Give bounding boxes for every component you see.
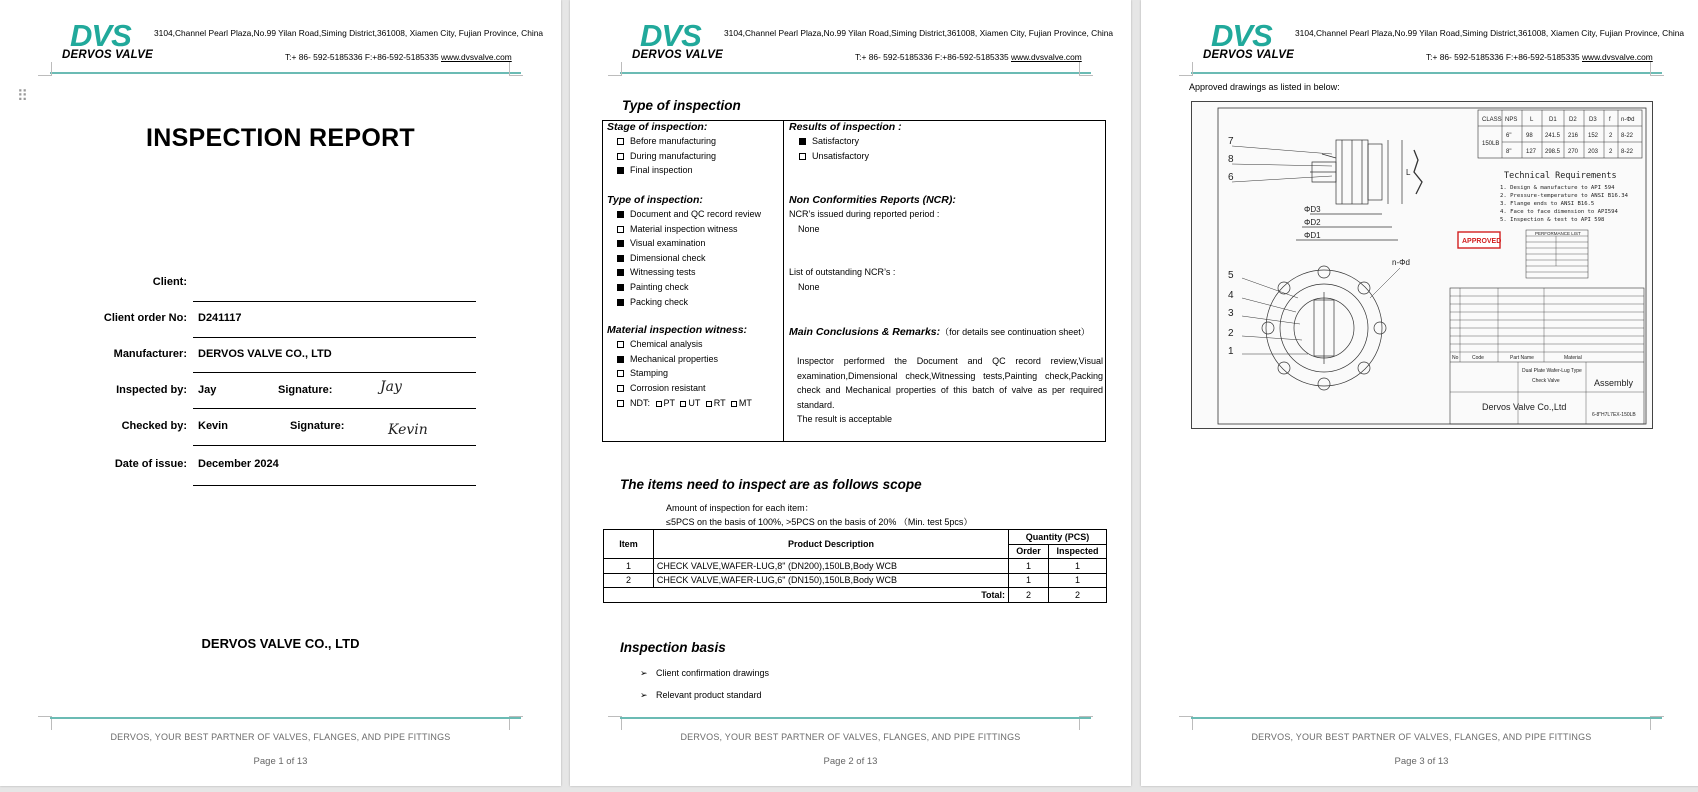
basis-item-label: Client confirmation drawings <box>656 668 770 678</box>
total-order: 2 <box>1009 588 1049 603</box>
logo-mark: DVS <box>640 18 701 53</box>
stage-item <box>617 136 716 146</box>
checkbox-label: Material inspection witness <box>630 224 738 234</box>
signature-label: Signature: <box>278 384 333 396</box>
dim-cell: 8-22 <box>1621 133 1634 139</box>
parts-col: Material <box>1564 355 1582 361</box>
conclusions-title: Main Conclusions & Remarks: <box>789 326 941 338</box>
tech-item: 5. Inspection & test to API 598 <box>1500 217 1605 223</box>
checkbox <box>680 401 686 407</box>
total-label: Total: <box>604 588 1009 603</box>
conclusions-body: Inspector performed the Document and QC record review,Visual examination,Dimensional check,Witnessing tests,Painting check,Packing check and Mechanical properties of this batch of valve as per required standard. <box>797 356 1103 410</box>
cell-inspected: 1 <box>1049 573 1107 588</box>
checker-signature: Kevin <box>388 422 428 438</box>
dim-cell: 152 <box>1588 133 1599 139</box>
dim-cell: 6" <box>1506 133 1512 139</box>
conclusions-text <box>797 354 1103 427</box>
checkbox-label: Corrosion resistant <box>630 383 706 393</box>
header-tel: T:+ 86- 592-5185336 F:+86-592-5185335 <box>285 52 441 62</box>
type-item <box>617 267 696 277</box>
page-number: Page 1 of 13 <box>253 756 308 767</box>
manufacturer-value: DERVOS VALVE CO., LTD <box>198 348 332 360</box>
ndt-pt: PT <box>663 398 675 408</box>
inspected-by-label: Inspected by: <box>116 384 187 396</box>
column-divider <box>783 121 784 441</box>
table-row <box>604 573 1107 588</box>
checkbox <box>617 370 624 377</box>
logo-brand: DERVOS VALVE <box>632 49 724 61</box>
ndt-label: NDT: <box>630 398 650 408</box>
checkbox-label: Visual examination <box>630 238 706 248</box>
inspection-basis-heading: Inspection basis <box>620 640 726 655</box>
checkbox-label: Stamping <box>630 368 669 378</box>
dim-cell: 8-22 <box>1621 149 1634 155</box>
type-item <box>617 224 738 234</box>
ncr-outstanding-value: None <box>798 282 820 292</box>
ndt-mt: MT <box>738 398 752 408</box>
basis-item-label: Relevant product standard <box>656 690 762 700</box>
dim-header: D2 <box>1569 117 1577 123</box>
header-address: 3104,Channel Pearl Plaza,No.99 Yilan Road,Siming District,361008, Xiamen City, Fujian Province, China <box>154 28 544 38</box>
performance-list-title: PERFORMANCE LIST <box>1535 231 1581 236</box>
header-website[interactable]: www.dvsvalve.com <box>1011 52 1082 62</box>
approved-drawings-intro: Approved drawings as listed in below: <box>1189 82 1340 92</box>
checkbox-label: Packing check <box>630 297 689 307</box>
inspector-signature: Jay <box>380 379 402 395</box>
tech-item: 3. Flange ends to ANSI B16.5 <box>1500 201 1595 207</box>
header-contact <box>285 52 512 62</box>
checkbox-label: Unsatisfactory <box>812 151 870 161</box>
dim-label: ΦD3 <box>1304 205 1321 214</box>
checkbox-label: Document and QC record review <box>630 209 762 219</box>
logo-brand: DERVOS VALVE <box>1203 49 1295 61</box>
client-label: Client: <box>152 276 187 288</box>
header-tel: T:+ 86- 592-5185336 F:+86-592-5185335 <box>1426 52 1582 62</box>
dim-label: ΦD2 <box>1304 218 1321 227</box>
footer-rule <box>50 717 521 719</box>
dim-cell: 2 <box>1609 133 1613 139</box>
performance-list <box>1526 230 1588 278</box>
checkbox <box>617 153 624 160</box>
checkbox <box>617 167 624 174</box>
checkbox <box>617 211 624 218</box>
dvs-logo <box>48 20 168 64</box>
cell-order: 1 <box>1009 573 1049 588</box>
balloon-number: 8 <box>1228 154 1234 165</box>
header-rule <box>620 72 1091 74</box>
checkbox <box>617 284 624 291</box>
checkbox <box>799 138 806 145</box>
client-order-label: Client order No: <box>103 312 187 324</box>
checkbox <box>799 153 806 160</box>
dim-cell: 8" <box>1506 149 1512 155</box>
page-2 <box>570 0 1131 786</box>
balloon-number: 5 <box>1228 270 1234 281</box>
checked-by-label: Checked by: <box>121 420 187 432</box>
ndt-item <box>617 398 752 408</box>
type-item <box>617 238 705 248</box>
page-3 <box>1141 0 1698 786</box>
dim-cell: 241.5 <box>1545 133 1561 139</box>
ncr-issued-value: None <box>798 224 820 234</box>
footer-rule <box>1191 717 1662 719</box>
col-desc: Product Description <box>653 530 1008 559</box>
balloon-number: 1 <box>1228 346 1234 357</box>
col-qty: Quantity (PCS) <box>1009 530 1107 545</box>
title-block-drawing-no: 6-8"H7L7EX-150LB <box>1592 412 1636 418</box>
title-block-company: Dervos Valve Co.,Ltd <box>1482 402 1567 412</box>
technical-requirements <box>1500 171 1629 223</box>
approved-stamp <box>1458 232 1501 248</box>
dim-class: 150LB <box>1482 141 1500 147</box>
page-1 <box>0 0 561 786</box>
material-item <box>617 368 668 378</box>
dim-header: D3 <box>1589 117 1597 123</box>
logo-brand: DERVOS VALVE <box>62 49 154 61</box>
checkbox <box>617 299 624 306</box>
balloon-number: 2 <box>1228 328 1234 339</box>
ncr-outstanding-label: List of outstanding NCR’s : <box>789 267 896 277</box>
checkbox-label: Mechanical properties <box>630 354 719 364</box>
checkbox-label: Before manufacturing <box>630 136 717 146</box>
header-contact <box>1426 52 1653 62</box>
checkbox <box>617 138 624 145</box>
checkbox <box>656 401 662 407</box>
dim-cell: 203 <box>1588 149 1599 155</box>
checkbox <box>617 356 624 363</box>
material-item <box>617 383 706 393</box>
title-block-sub: Check Valve <box>1532 378 1560 384</box>
cell-desc: CHECK VALVE,WAFER-LUG,8" (DN200),150LB,Body WCB <box>653 559 1008 574</box>
dim-label: ΦD1 <box>1304 231 1321 240</box>
basis-item <box>640 690 762 701</box>
col-order: Order <box>1009 544 1049 559</box>
header-address: 3104,Channel Pearl Plaza,No.99 Yilan Road,Siming District,361008, Xiamen City, Fujian Province, China <box>1295 28 1685 38</box>
header-contact <box>855 52 1082 62</box>
type-item <box>617 209 761 219</box>
arrow-bullet-icon: ➢ <box>640 668 648 678</box>
report-title: INSPECTION REPORT <box>145 124 416 152</box>
inspection-items-table <box>603 529 1107 603</box>
logo-mark: DVS <box>70 18 131 53</box>
ndt-rt: RT <box>713 398 726 408</box>
header-rule <box>50 72 521 74</box>
type-item <box>617 282 689 292</box>
basis-item <box>640 668 769 679</box>
drag-handle-icon[interactable]: ⠿ <box>17 88 28 105</box>
table-header-row <box>604 530 1107 545</box>
checkbox <box>706 401 712 407</box>
dim-cell: 270 <box>1568 149 1579 155</box>
dim-cell: 98 <box>1526 133 1533 139</box>
header-website[interactable]: www.dvsvalve.com <box>441 52 512 62</box>
dim-cell: 298.5 <box>1545 149 1561 155</box>
field-rule <box>193 408 476 409</box>
logo-mark: DVS <box>1211 18 1272 53</box>
checkbox <box>617 400 624 407</box>
title-block-assembly: Assembly <box>1594 378 1634 388</box>
results-heading: Results of inspection : <box>789 121 902 133</box>
material-item <box>617 339 703 349</box>
dvs-logo <box>1189 20 1309 64</box>
stage-item <box>617 165 693 175</box>
inspected-by-value: Jay <box>198 384 217 396</box>
cell-desc: CHECK VALVE,WAFER-LUG,6" (DN150),150LB,Body WCB <box>653 573 1008 588</box>
crop-mark <box>509 62 523 76</box>
scope-heading: The items need to inspect are as follows scope <box>620 477 922 492</box>
stage-item <box>617 151 716 161</box>
page-number: Page 2 of 13 <box>823 756 878 767</box>
dim-cell: 216 <box>1568 133 1579 139</box>
crop-mark <box>1179 62 1193 76</box>
checkbox-label: Painting check <box>630 282 689 292</box>
footer-slogan: DERVOS, YOUR BEST PARTNER OF VALVES, FLANGES, AND PIPE FITTINGS <box>110 732 451 742</box>
checkbox <box>617 226 624 233</box>
col-item: Item <box>604 530 654 559</box>
dim-header: D1 <box>1549 117 1557 123</box>
checkbox <box>731 401 737 407</box>
approved-drawing <box>1191 101 1653 429</box>
cell-inspected: 1 <box>1049 559 1107 574</box>
dim-header: CLASS <box>1482 117 1502 123</box>
crop-mark <box>1079 62 1093 76</box>
table-row <box>604 559 1107 574</box>
balloon-numbers <box>1228 136 1234 357</box>
col-inspected: Inspected <box>1049 544 1107 559</box>
valve-drawing <box>1192 102 1654 430</box>
checkbox <box>617 255 624 262</box>
parts-col: Code <box>1472 355 1484 361</box>
valve-side-view <box>1232 140 1422 240</box>
material-heading: Material inspection witness: <box>607 324 748 336</box>
date-of-issue-label: Date of issue: <box>114 458 187 470</box>
tech-item: 2. Pressure-temperature to ANSI B16.34 <box>1500 193 1628 199</box>
cell-item: 1 <box>604 559 654 574</box>
checkbox-label: During manufacturing <box>630 151 717 161</box>
date-of-issue-value: December 2024 <box>198 458 279 470</box>
field-rule <box>193 445 476 446</box>
result-item <box>799 151 869 161</box>
footer-slogan: DERVOS, YOUR BEST PARTNER OF VALVES, FLANGES, AND PIPE FITTINGS <box>1251 732 1592 742</box>
stage-heading: Stage of inspection: <box>607 121 708 133</box>
checkbox-label: Chemical analysis <box>630 339 703 349</box>
approved-stamp-text: APPROVED <box>1462 238 1502 245</box>
balloon-number: 3 <box>1228 308 1234 319</box>
dim-label: L <box>1406 168 1411 177</box>
conclusions-heading <box>789 325 1090 338</box>
company-name: DERVOS VALVE CO., LTD <box>201 636 360 651</box>
conclusions-result: The result is acceptable <box>797 414 893 424</box>
checkbox-label: Satisfactory <box>812 136 860 146</box>
checkbox <box>617 240 624 247</box>
checkbox <box>617 341 624 348</box>
valve-front-view <box>1242 266 1400 390</box>
cell-order: 1 <box>1009 559 1049 574</box>
material-item <box>617 354 718 364</box>
signature-label: Signature: <box>290 420 345 432</box>
page-number: Page 3 of 13 <box>1394 756 1449 767</box>
tech-item: 1. Design & manufacture to API 594 <box>1500 185 1615 191</box>
inspection-summary-box <box>602 120 1106 442</box>
dvs-logo <box>618 20 738 64</box>
header-website[interactable]: www.dvsvalve.com <box>1582 52 1653 62</box>
checkbox <box>617 269 624 276</box>
dim-header: n-Φd <box>1621 117 1635 123</box>
title-block-name: Dual Plate Wafer-Lug Type <box>1522 368 1582 374</box>
field-rule <box>193 301 476 302</box>
parts-list <box>1450 288 1644 424</box>
header-tel: T:+ 86- 592-5185336 F:+86-592-5185335 <box>855 52 1011 62</box>
dim-label: n-Φd <box>1392 258 1410 267</box>
header-rule <box>1191 72 1662 74</box>
footer-rule <box>620 717 1091 719</box>
dim-header: NPS <box>1505 117 1518 123</box>
ndt-ut: UT <box>688 398 701 408</box>
type-heading: Type of inspection: <box>607 194 703 206</box>
parts-col: No <box>1452 355 1459 361</box>
dimension-labels <box>1304 168 1411 267</box>
crop-mark <box>1650 62 1664 76</box>
footer-slogan: DERVOS, YOUR BEST PARTNER OF VALVES, FLANGES, AND PIPE FITTINGS <box>680 732 1021 742</box>
parts-col: Part Name <box>1510 355 1534 361</box>
type-of-inspection-heading: Type of inspection <box>622 98 741 113</box>
balloon-number: 4 <box>1228 290 1234 301</box>
field-rule <box>193 372 476 373</box>
checked-by-value: Kevin <box>198 420 228 432</box>
dimension-table <box>1478 110 1642 158</box>
dim-cell: 127 <box>1526 149 1537 155</box>
tech-title: Technical Requirements <box>1504 171 1617 181</box>
type-item <box>617 297 688 307</box>
field-rule <box>193 485 476 486</box>
field-rule <box>193 337 476 338</box>
header-address: 3104,Channel Pearl Plaza,No.99 Yilan Road,Siming District,361008, Xiamen City, Fujian Province, China <box>724 28 1114 38</box>
ncr-issued-label: NCR’s issued during reported period : <box>789 209 940 219</box>
arrow-bullet-icon: ➢ <box>640 690 648 700</box>
cell-item: 2 <box>604 573 654 588</box>
checkbox <box>617 385 624 392</box>
scope-line-1: Amount of inspection for each item： <box>666 503 814 513</box>
tech-item: 4. Face to face dimension to API594 <box>1500 209 1618 215</box>
checkbox-label: Dimensional check <box>630 253 706 263</box>
conclusions-note: （for details see continuation sheet） <box>940 327 1090 337</box>
checkbox-label: Final inspection <box>630 165 693 175</box>
dim-header: f <box>1609 117 1611 123</box>
result-item <box>799 136 859 146</box>
total-inspected: 2 <box>1049 588 1107 603</box>
type-item <box>617 253 706 263</box>
crop-mark <box>38 62 52 76</box>
manufacturer-label: Manufacturer: <box>113 348 187 360</box>
scope-line-2: ≤5PCS on the basis of 100%, >5PCS on the basis of 20% （Min. test 5pcs） <box>666 517 973 527</box>
dim-header: L <box>1530 117 1534 123</box>
crop-mark <box>608 62 622 76</box>
balloon-number: 6 <box>1228 172 1234 183</box>
client-order-value: D241117 <box>198 312 242 324</box>
ncr-heading: Non Conformities Reports (NCR): <box>789 194 956 206</box>
dim-cell: 2 <box>1609 149 1613 155</box>
balloon-number: 7 <box>1228 136 1234 147</box>
table-total-row <box>604 588 1107 603</box>
checkbox-label: Witnessing tests <box>630 267 696 277</box>
